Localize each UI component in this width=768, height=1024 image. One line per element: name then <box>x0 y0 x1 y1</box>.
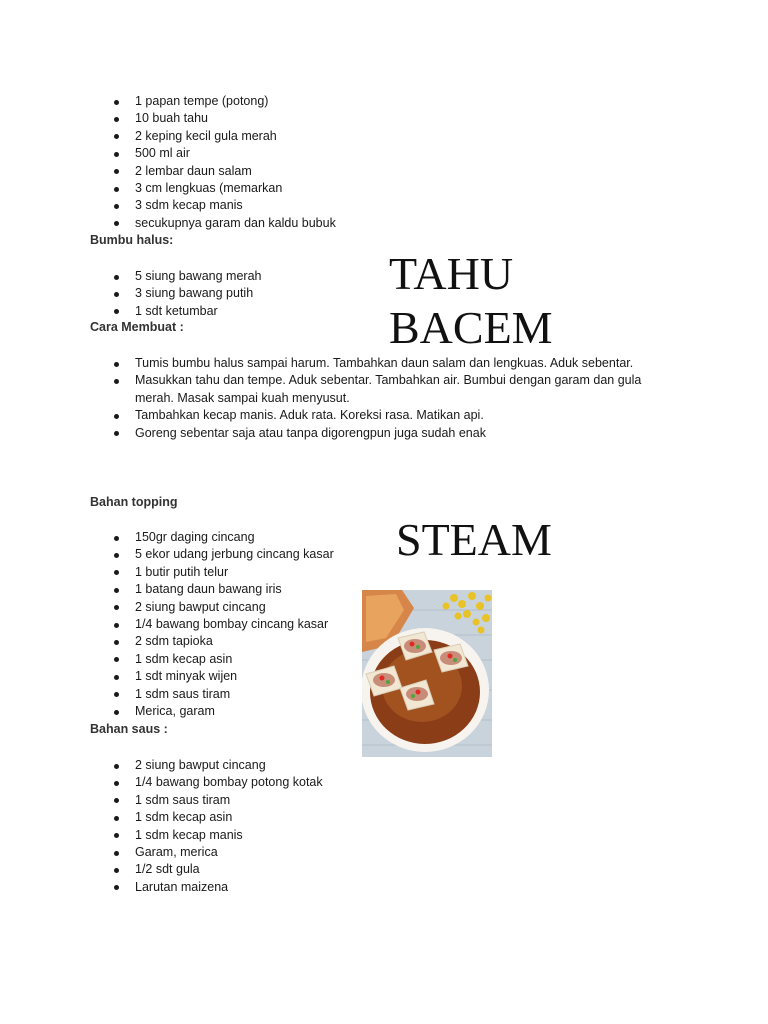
saus-heading: Bahan saus : <box>90 722 168 736</box>
list-item: 1/4 bawang bombay cincang kasar <box>90 616 334 633</box>
steps-list <box>90 355 670 442</box>
list-item: Tambahkan kecap manis. Aduk rata. Koreksi rasa. Matikan api. <box>90 407 670 424</box>
steamed-tofu-illustration <box>362 590 492 757</box>
bumbu-heading: Bumbu halus: <box>90 233 174 247</box>
list-item: 1 sdm kecap manis <box>90 827 323 844</box>
list-item: 2 lembar daun salam <box>90 163 336 180</box>
list-item: 5 ekor udang jerbung cincang kasar <box>90 546 334 563</box>
steam-title: STEAM <box>396 514 552 565</box>
list-item: 1 sdt minyak wijen <box>90 668 334 685</box>
list-item: 150gr daging cincang <box>90 529 334 546</box>
steamed-tofu-photo <box>362 590 492 757</box>
list-item: Garam, merica <box>90 844 323 861</box>
ingredient-list <box>90 93 336 232</box>
list-item: 1 batang daun bawang iris <box>90 581 334 598</box>
tahu-bacem-title-line1: TAHU <box>389 248 514 299</box>
list-item: 1 papan tempe (potong) <box>90 93 336 110</box>
list-item: Masukkan tahu dan tempe. Aduk sebentar. Tambahkan air. Bumbui dengan garam dan gula merah. Masak sampai kuah menyusut. <box>90 372 670 407</box>
topping-heading: Bahan topping <box>90 495 178 509</box>
list-item: 1 sdt ketumbar <box>90 303 261 320</box>
list-item: 3 sdm kecap manis <box>90 197 336 214</box>
cara-heading: Cara Membuat : <box>90 320 184 334</box>
topping-list <box>90 529 334 720</box>
list-item: 2 siung bawput cincang <box>90 599 334 616</box>
list-item: 3 siung bawang putih <box>90 285 261 302</box>
list-item: secukupnya garam dan kaldu bubuk <box>90 215 336 232</box>
list-item: Goreng sebentar saja atau tanpa digorengpun juga sudah enak <box>90 425 670 442</box>
list-item: 1/4 bawang bombay potong kotak <box>90 774 323 791</box>
list-item: 10 buah tahu <box>90 110 336 127</box>
list-item: 1 sdm saus tiram <box>90 686 334 703</box>
bumbu-list <box>90 268 261 320</box>
saus-list <box>90 757 323 896</box>
list-item: 5 siung bawang merah <box>90 268 261 285</box>
list-item: Tumis bumbu halus sampai harum. Tambahkan daun salam dan lengkuas. Aduk sebentar. <box>90 355 670 372</box>
list-item: 2 sdm tapioka <box>90 633 334 650</box>
list-item: 2 keping kecil gula merah <box>90 128 336 145</box>
list-item: 500 ml air <box>90 145 336 162</box>
list-item: 1 sdm kecap asin <box>90 651 334 668</box>
list-item: 3 cm lengkuas (memarkan <box>90 180 336 197</box>
list-item: 1 butir putih telur <box>90 564 334 581</box>
tahu-bacem-title-line2: BACEM <box>389 302 553 353</box>
list-item: Merica, garam <box>90 703 334 720</box>
list-item: Larutan maizena <box>90 879 323 896</box>
list-item: 1/2 sdt gula <box>90 861 323 878</box>
list-item: 1 sdm saus tiram <box>90 792 323 809</box>
list-item: 2 siung bawput cincang <box>90 757 323 774</box>
list-item: 1 sdm kecap asin <box>90 809 323 826</box>
